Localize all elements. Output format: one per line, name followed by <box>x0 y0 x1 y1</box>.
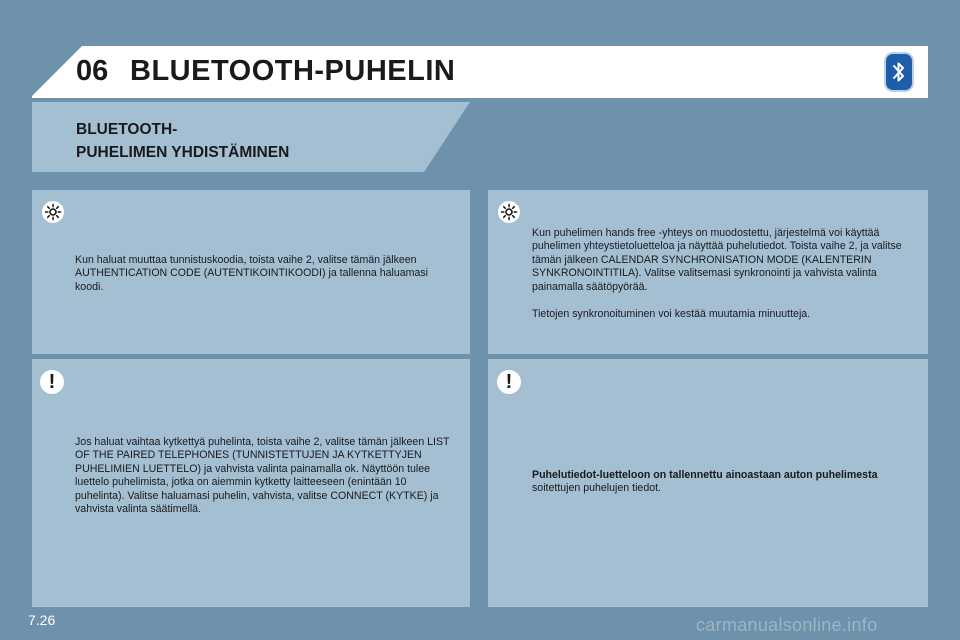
chapter-number: 06 <box>76 55 109 87</box>
exclamation-icon: ! <box>497 370 521 394</box>
warning-text-right <box>532 469 922 496</box>
warning-bold-text: Puhelutiedot-luetteloon on tallennettu ainoastaan auton puhelimesta <box>532 469 878 481</box>
warning-text-left: Jos haluat vaihtaa kytkettyä puhelinta, toista vaihe 2, valitse tämän jälkeen LIST OF THE PAIRED TELEPHONES (TUNNISTETTUJEN JA KYTKETTYJEN PUHELIMIEN LUETTELO) ja vahvista valinta painamalla ok. Näyttöön tulee luettelo puhelimista, jotka on aiemmin kytketty laitteeseen (enintään 10 puhelinta). Valitse haluamasi puhelin, vahvista, valitse CONNECT (KYTKE) ja vahvista valinta säätimellä. <box>75 436 450 516</box>
exclamation-icon: ! <box>40 370 64 394</box>
watermark: carmanualsonline.info <box>696 615 878 635</box>
section-heading-line2: PUHELIMEN YHDISTÄMINEN <box>76 144 290 161</box>
warning-text: soitettujen puhelujen tiedot. <box>532 482 661 495</box>
tip-paragraph-1: Kun puhelimen hands free -yhteys on muodostettu, järjestelmä voi käyttää puhelimen yhteystietoluetteloa ja näyttää puhelutiedot. Toista vaihe 2, ja valitse tämän jälkeen CALENDAR SYNCHRONISATION MODE (KALENTERIN SYNKRONOINTITILA). Valitse valitsemasi synkronointi ja vahvista valinta painamalla säätöpyörää. <box>532 227 902 293</box>
tip-text-left: Kun haluat muuttaa tunnistuskoodia, toista vaihe 2, valitse tämän jälkeen AUTHENTICATION CODE (AUTENTIKOINTIKOODI) ja tallenna haluamasi koodi. <box>75 254 428 293</box>
light-bulb-icon <box>498 201 520 223</box>
page-number: 7.26 <box>28 612 56 628</box>
section-heading <box>76 118 436 164</box>
bluetooth-icon <box>884 52 914 92</box>
section-heading-line1: BLUETOOTH- <box>76 121 178 138</box>
tip-paragraph-2: Tietojen synkronoituminen voi kestää muutamia minuutteja. <box>532 308 811 321</box>
tip-text-right <box>532 227 910 321</box>
page-title: BLUETOOTH-PUHELIN <box>130 55 456 87</box>
light-bulb-icon <box>42 201 64 223</box>
